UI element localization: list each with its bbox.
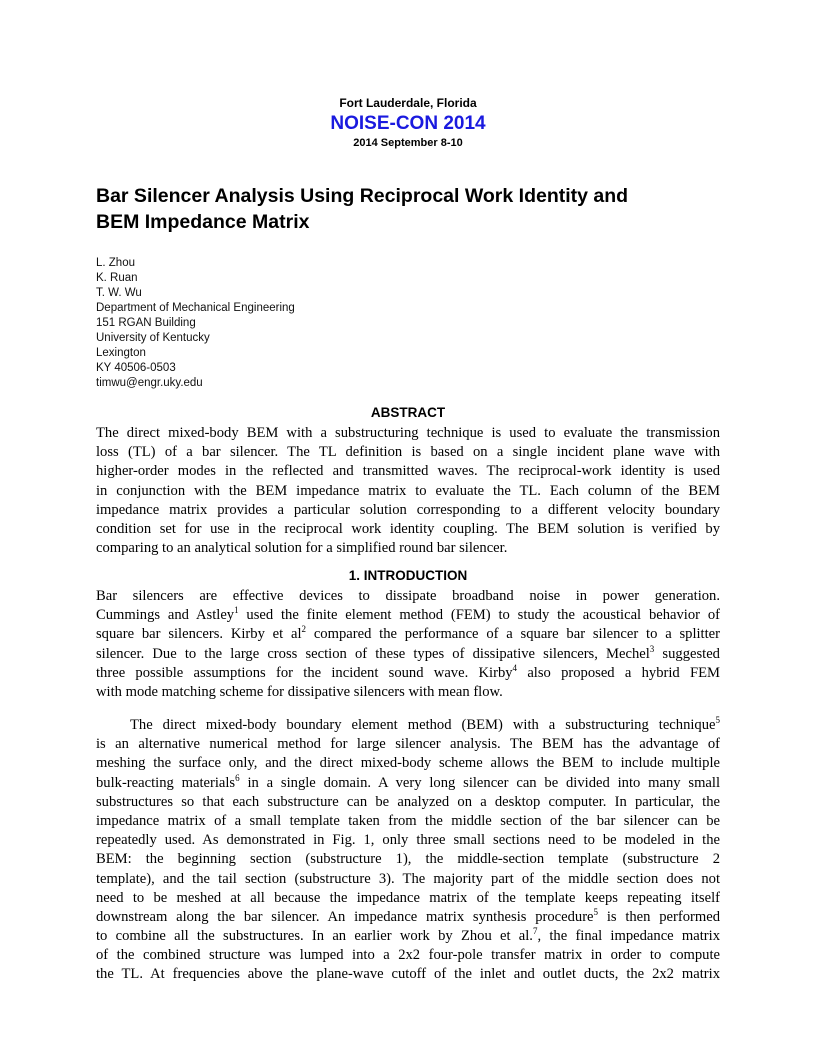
author-block — [96, 256, 496, 391]
line-text: BEM: the beginning section (substructure 1), the middle-section template (substructure 2 — [96, 851, 720, 868]
line-text: Cummings and Astley — [96, 607, 235, 624]
author-name: L. Zhou — [96, 257, 135, 269]
line-text: in a single domain. A very long silencer can be divided into many small — [239, 774, 721, 791]
abstract-line: The direct mixed-body BEM with a substructuring technique is used to evaluate the transmission — [96, 425, 720, 441]
reference-citation: 4 — [512, 662, 518, 673]
abstract-heading: ABSTRACT — [370, 405, 446, 420]
affiliation-line: University of Kentucky — [96, 332, 210, 344]
author-name: K. Ruan — [96, 272, 138, 284]
line-text: the TL. At frequencies above the plane-wave cutoff of the inlet and outlet ducts, the 2x2 matrix — [96, 966, 720, 983]
author-name: T. W. Wu — [96, 287, 142, 299]
reference-citation: 7 — [532, 926, 538, 937]
line-text: silencer. Due to the large cross section of these types of dissipative silencers, Mechel — [96, 645, 650, 662]
line-text: template), and the tail section (substructure 3). The majority part of the middle section does not — [96, 870, 720, 887]
paragraph-line — [96, 927, 720, 946]
paragraph-line — [96, 965, 720, 984]
line-text: repeatedly used. As demonstrated in Fig. 1, only three small sections need to be modeled in the — [96, 832, 720, 849]
paragraph-line — [96, 831, 720, 850]
line-text: The direct mixed-body boundary element method (BEM) with a substructuring technique — [130, 717, 716, 733]
line-text: need to be meshed at all because the impedance matrix of the template keeps repeating itself — [96, 889, 720, 906]
paragraph-line — [96, 716, 720, 735]
paragraph-line — [96, 812, 720, 831]
title-line: BEM Impedance Matrix — [96, 211, 310, 233]
reference-citation: 1 — [234, 605, 239, 616]
introduction-paragraph-1 — [96, 587, 720, 702]
paragraph-line — [96, 774, 720, 793]
paper-title — [96, 183, 736, 235]
line-text: meshing the surface only, and the direct mixed-body scheme allows the BEM to include multiple — [96, 755, 720, 772]
author-email: timwu@engr.uky.edu — [96, 377, 203, 389]
affiliation-line: Lexington — [96, 347, 146, 359]
conference-date: 2014 September 8-10 — [353, 137, 463, 149]
line-text: compared the performance of a square bar silencer to a splitter — [306, 626, 720, 643]
paragraph-line — [96, 683, 720, 702]
abstract-line: comparing to an analytical solution for a simplified round bar silencer. — [96, 540, 508, 557]
abstract-line: in conjunction with the BEM impedance matrix to evaluate the TL. Each column of the BEM — [96, 482, 720, 499]
line-text: with mode matching scheme for dissipative silencers with mean flow. — [96, 683, 503, 700]
paragraph-line — [96, 946, 720, 965]
line-text: Bar silencers are effective devices to dissipate broadband noise in power generation. — [96, 588, 720, 604]
paragraph-line — [96, 645, 720, 664]
reference-citation: 2 — [301, 624, 307, 635]
conference-location: Fort Lauderdale, Florida — [339, 96, 477, 110]
line-text: substructures so that each substructure can be analyzed on a desktop computer. In particular, the — [96, 793, 720, 810]
line-text: to combine all the substructures. In an earlier work by Zhou et al. — [96, 928, 533, 945]
line-text: is an alternative numerical method for large silencer analysis. The BEM has the advantage of — [96, 736, 720, 753]
paragraph-line — [96, 587, 720, 606]
line-text: suggested — [654, 645, 720, 662]
line-text: bulk-reacting materials — [96, 774, 236, 791]
line-text: impedance matrix of a small template taken from the middle section of the bar silencer can be — [96, 812, 720, 829]
line-text: , the final impedance matrix — [537, 928, 720, 945]
title-line: Bar Silencer Analysis Using Reciprocal Work Identity and — [96, 185, 629, 207]
abstract-text — [96, 424, 720, 558]
introduction-heading: 1. INTRODUCTION — [348, 568, 468, 583]
paragraph-line — [96, 793, 720, 812]
reference-citation: 5 — [593, 906, 599, 917]
introduction-paragraph-2 — [96, 716, 720, 985]
line-text: also proposed a hybrid FEM — [517, 664, 720, 681]
reference-citation: 3 — [649, 643, 655, 654]
paragraph-line — [96, 754, 720, 773]
paragraph-line — [96, 735, 720, 754]
affiliation-line: KY 40506-0503 — [96, 362, 176, 374]
paragraph-line — [96, 625, 720, 644]
line-text: of the combined structure was lumped into a 2x2 four-pole transfer matrix in order to compute — [96, 947, 720, 964]
paragraph-line — [96, 850, 720, 869]
paragraph-line — [96, 870, 720, 889]
paragraph-line — [96, 908, 720, 927]
paragraph-line — [96, 889, 720, 908]
line-text: square bar silencers. Kirby et al — [96, 626, 302, 643]
conference-name: NOISE-CON 2014 — [330, 113, 486, 134]
line-text: used the finite element method (FEM) to study the acoustical behavior of — [238, 607, 720, 624]
paragraph-line — [96, 664, 720, 683]
abstract-line: condition set for use in the reciprocal work identity coupling. The BEM solution is verified by — [96, 520, 720, 537]
abstract-line: loss (TL) of a bar silencer. The TL definition is based on a single incident plane wave with — [96, 444, 720, 461]
abstract-line: impedance matrix provides a particular solution corresponding to a different velocity boundary — [96, 501, 720, 518]
abstract-line: higher-order modes in the reflected and transmitted waves. The reciprocal-work identity is used — [96, 463, 720, 480]
reference-citation: 6 — [235, 772, 240, 783]
affiliation-line: Department of Mechanical Engineering — [96, 302, 295, 314]
line-text: downstream along the bar silencer. An impedance matrix synthesis procedure — [96, 908, 594, 925]
line-text: three possible assumptions for the incident sound wave. Kirby — [96, 664, 513, 681]
paragraph-line — [96, 606, 720, 625]
affiliation-line: 151 RGAN Building — [96, 317, 196, 329]
line-text: is then performed — [598, 908, 720, 925]
reference-citation: 5 — [715, 715, 720, 725]
